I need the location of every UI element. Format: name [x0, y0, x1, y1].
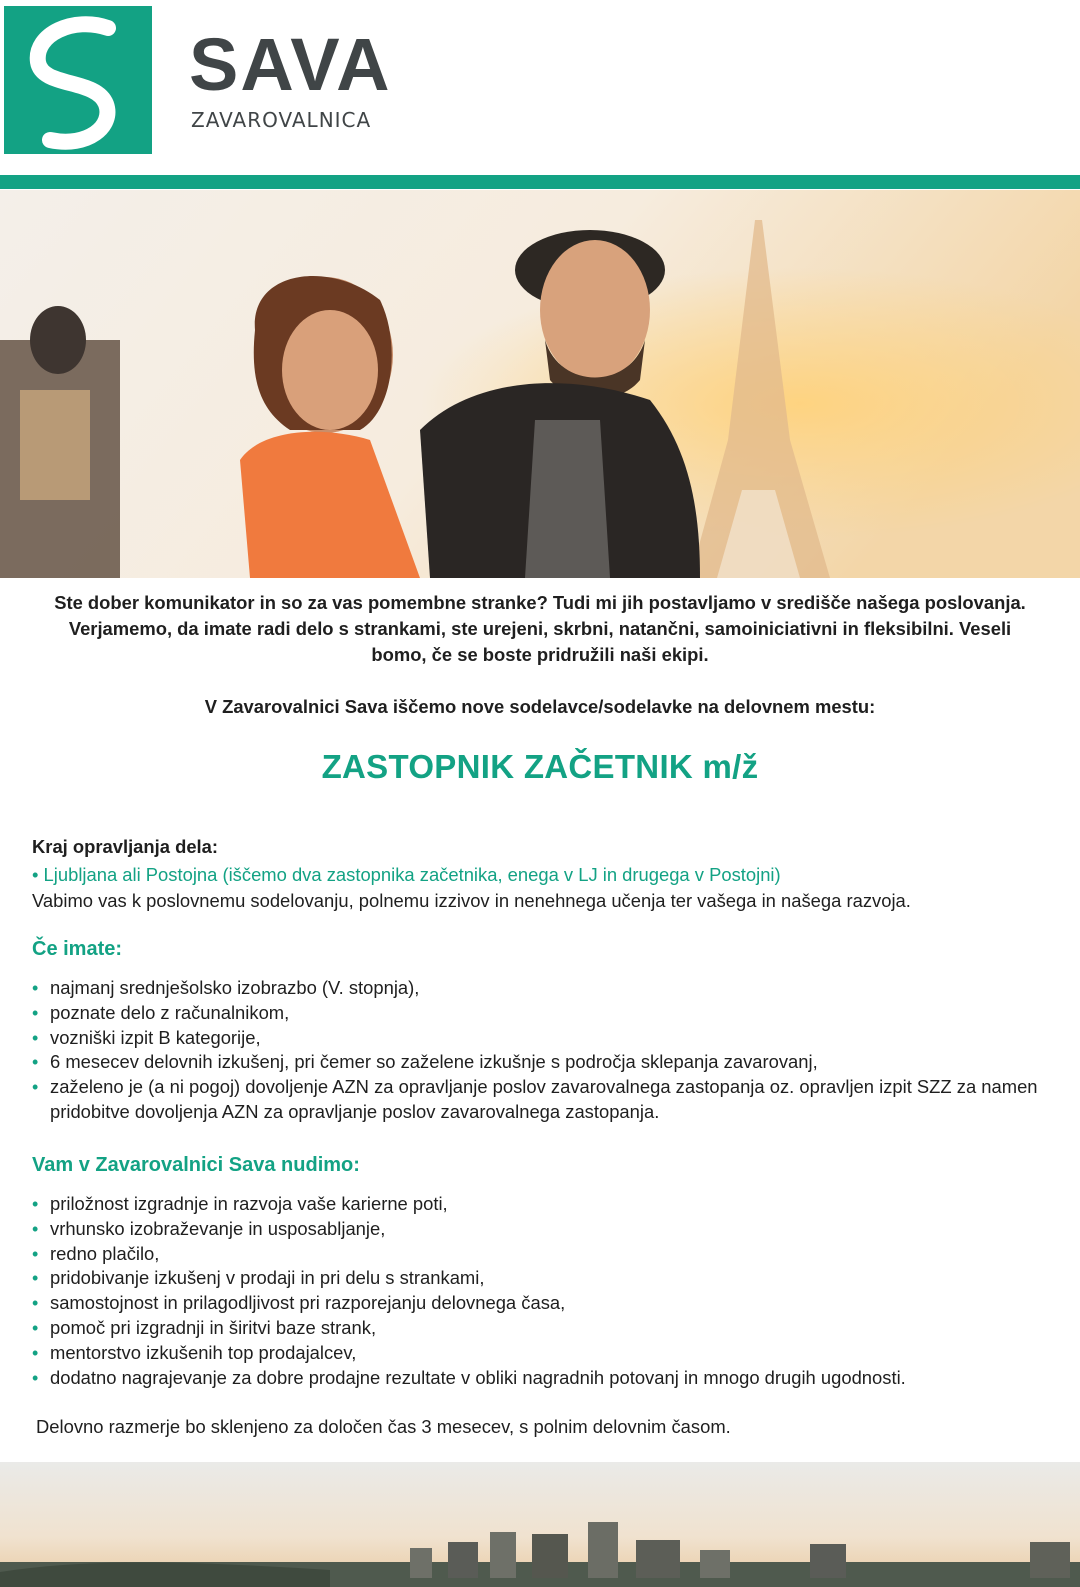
requirements-title: Če imate: — [32, 938, 123, 960]
footer-note: Delovno razmerje bo sklenjeno za določen čas 3 mesecev, s polnim delovnim časom. — [36, 1416, 731, 1437]
s-logo-icon — [4, 6, 152, 154]
brand-name: SAVA — [189, 23, 392, 106]
list-item: • poznate delo z računalnikom, — [32, 1001, 1042, 1026]
list-item: • zaželeno je (a ni pogoj) dovoljenje AZN za opravljanje poslov zavarovalnega zastopanja oz. opravljen izpit SZZ za namen pridobitve dovoljenja AZN za opravljanje poslov zavarovalnega zastopanja. — [32, 1075, 1042, 1125]
location-label: Kraj opravljanja dela: — [32, 836, 219, 857]
job-title: ZASTOPNIK ZAČETNIK m/ž — [321, 748, 759, 785]
list-item: • pridobivanje izkušenj v prodaji in pri delu s strankami, — [32, 1266, 1042, 1291]
location-section — [32, 836, 1042, 912]
invite-text: Vabimo vas k poslovnemu sodelovanju, polnemu izzivov in nenehnega učenja ter vašega in našega razvoja. — [32, 890, 911, 911]
offer-section — [32, 1154, 1042, 1390]
list-item: • vrhunsko izobraževanje in usposabljanje, — [32, 1217, 1042, 1242]
list-item: • pomoč pri izgradnji in širitvi baze strank, — [32, 1316, 1042, 1341]
list-item: • samostojnost in prilagodljivost pri razporejanju delovnega časa, — [32, 1291, 1042, 1316]
bottom-cityscape-photo — [0, 1462, 1080, 1587]
content — [0, 590, 1080, 786]
list-item: • dodatno nagrajevanje za dobre prodajne rezultate v obliki nagradnih potovanj in mnogo drugih ugodnosti. — [32, 1366, 1042, 1391]
brand-subtitle: ZAVAROVALNICA — [191, 108, 372, 132]
lead-text: V Zavarovalnici Sava iščemo nove sodelavce/sodelavke na delovnem mestu: — [204, 696, 876, 717]
offer-list — [32, 1192, 1042, 1390]
hero-photo — [0, 190, 1080, 578]
list-item: • redno plačilo, — [32, 1242, 1042, 1267]
intro-paragraph: Ste dober komunikator in so za vas pomembne stranke? Tudi mi jih postavljamo v središče našega poslovanja. Verjamemo, da imate radi delo s strankami, ste urejeni, skrbni, natančni, samoiniciativni in fleksibilni. Veseli bomo, če se boste pridružili naši ekipi. — [54, 592, 1026, 665]
location-item: • Ljubljana ali Postojna (iščemo dva zastopnika začetnika, enega v LJ in drugega v Postojni) — [32, 864, 781, 885]
accent-divider — [0, 175, 1080, 189]
requirements-list — [32, 976, 1042, 1125]
list-item: • 6 mesecev delovnih izkušenj, pri čemer so zaželene izkušnje s področja sklepanja zavarovanj, — [32, 1050, 1042, 1075]
requirements-section — [32, 938, 1042, 1125]
header — [0, 0, 1080, 170]
sava-logo — [4, 6, 152, 154]
list-item: • priložnost izgradnje in razvoja vaše karierne poti, — [32, 1192, 1042, 1217]
list-item: • mentorstvo izkušenih top prodajalcev, — [32, 1341, 1042, 1366]
list-item: • vozniški izpit B kategorije, — [32, 1026, 1042, 1051]
list-item: • najmanj srednješolsko izobrazbo (V. stopnja), — [32, 976, 1042, 1001]
offer-title: Vam v Zavarovalnici Sava nudimo: — [32, 1154, 360, 1176]
